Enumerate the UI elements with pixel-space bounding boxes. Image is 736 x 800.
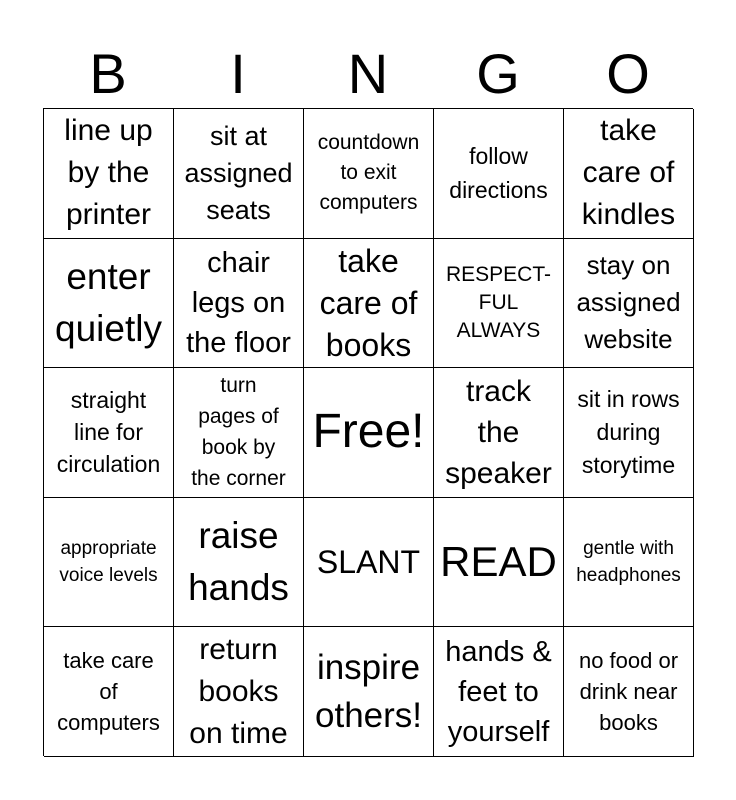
bingo-cell-label: SLANT <box>316 544 421 581</box>
bingo-cell-label: no food or drink near books <box>578 648 679 736</box>
header-letter-g: G <box>476 42 520 105</box>
bingo-cell[interactable] <box>304 239 434 369</box>
bingo-cell-label: RESPECT- FUL ALWAYS <box>445 262 552 342</box>
bingo-cell-label: take care of kindles <box>581 114 676 232</box>
bingo-cell-label: sit in rows during storytime <box>577 385 680 478</box>
bingo-cell-label: line up by the printer <box>64 114 153 232</box>
bingo-cell-label: enter quietly <box>55 255 162 349</box>
bingo-cell-label: hands & feet to yourself <box>445 635 552 748</box>
bingo-cell[interactable] <box>44 627 174 757</box>
bingo-cell[interactable] <box>434 627 564 757</box>
bingo-cell[interactable] <box>304 627 434 757</box>
bingo-cell[interactable] <box>564 109 694 239</box>
bingo-cell[interactable] <box>434 109 564 239</box>
bingo-cell-label: track the speaker <box>445 374 552 490</box>
bingo-grid <box>43 108 693 756</box>
bingo-cell-label: appropriate voice levels <box>59 538 158 587</box>
bingo-cell-label: inspire others! <box>315 647 422 735</box>
bingo-cell[interactable] <box>564 627 694 757</box>
bingo-cell-label: stay on assigned website <box>576 250 681 355</box>
bingo-cell-label: gentle with headphones <box>576 538 681 587</box>
bingo-cell[interactable] <box>44 498 174 628</box>
bingo-cell-label: straight line for circulation <box>56 387 161 478</box>
bingo-cell[interactable] <box>304 109 434 239</box>
bingo-cell-label: sit at assigned seats <box>184 120 293 225</box>
bingo-cell-label: turn pages of book by the corner <box>191 374 286 491</box>
bingo-cell-label: take care of computers <box>57 648 160 736</box>
bingo-cell[interactable] <box>174 109 304 239</box>
bingo-cell-label: Free! <box>312 405 425 459</box>
bingo-cell-label: READ <box>440 538 557 586</box>
bingo-cell-label: raise hands <box>188 515 289 609</box>
bingo-cell[interactable] <box>44 109 174 239</box>
bingo-cell[interactable] <box>174 627 304 757</box>
bingo-cell[interactable] <box>174 368 304 498</box>
bingo-cell-label: take care of books <box>319 242 418 363</box>
bingo-cell[interactable] <box>434 498 564 628</box>
bingo-cell-label: chair legs on the floor <box>186 246 291 359</box>
bingo-cell[interactable] <box>434 368 564 498</box>
bingo-cell[interactable] <box>174 239 304 369</box>
bingo-cell[interactable] <box>44 368 174 498</box>
bingo-cell-label: countdown to exit computers <box>317 131 420 215</box>
bingo-cell[interactable] <box>564 239 694 369</box>
bingo-cell[interactable] <box>564 498 694 628</box>
bingo-cell-label: follow directions <box>449 143 548 204</box>
header-letter-o: O <box>606 42 650 105</box>
bingo-header <box>43 40 693 108</box>
bingo-cell[interactable] <box>174 498 304 628</box>
free-space-cell[interactable] <box>304 368 434 498</box>
header-letter-n: N <box>347 42 389 105</box>
bingo-cell-label: return books on time <box>189 632 288 750</box>
bingo-cell[interactable] <box>44 239 174 369</box>
bingo-cell[interactable] <box>434 239 564 369</box>
header-letter-b: B <box>89 42 127 105</box>
header-letter-i: I <box>230 42 246 105</box>
bingo-cell[interactable] <box>564 368 694 498</box>
bingo-cell[interactable] <box>304 498 434 628</box>
